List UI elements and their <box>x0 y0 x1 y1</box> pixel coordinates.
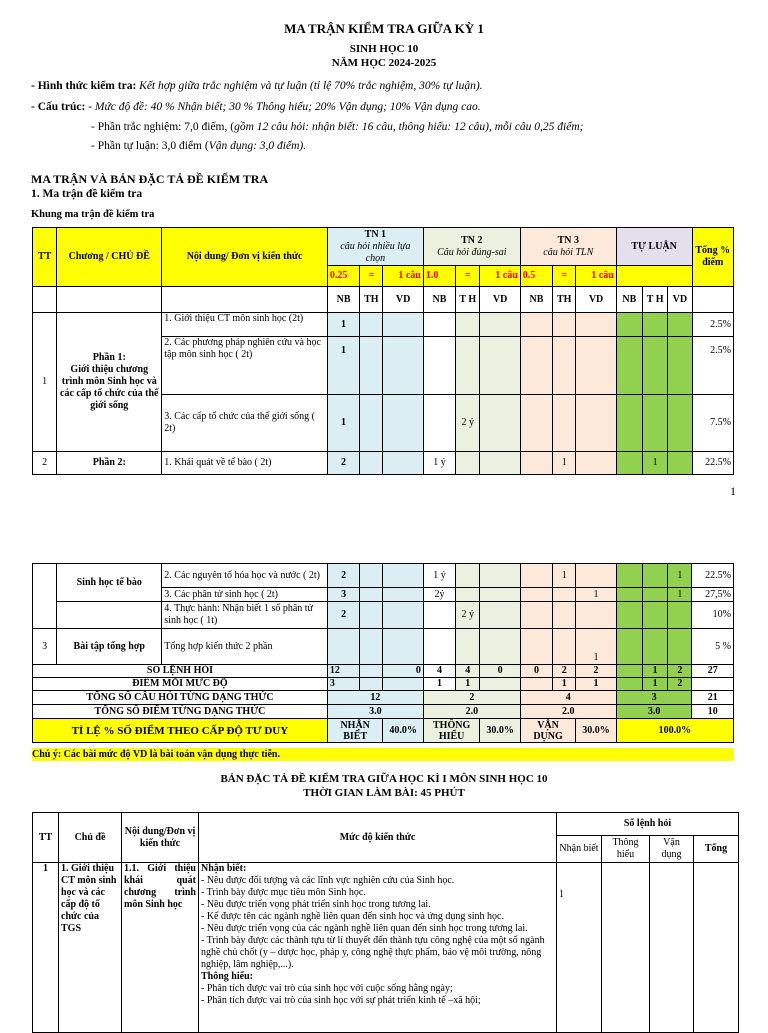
ti-le-th-val: 30.0% <box>480 719 520 743</box>
tong-cau-tn3: 4 <box>520 691 616 705</box>
so-lenh-cell: 2 <box>668 665 692 678</box>
pts3-eq: = <box>553 266 576 287</box>
cell <box>668 337 692 395</box>
blank-cell <box>692 287 734 313</box>
header-noidung: Nội dung/ Đơn vị kiến thức <box>162 228 328 287</box>
header-tn3 <box>520 228 616 266</box>
row1c-th2: 2 ý <box>456 395 480 452</box>
diem-cell: 1 <box>553 678 576 691</box>
blank-cell <box>57 602 162 629</box>
section-sub: 1. Ma trận đề kiểm tra <box>31 188 143 200</box>
row3-tong: 5 % <box>692 629 734 665</box>
cell <box>360 395 383 452</box>
cau-truc-3a: - Phần tự luận: 3,0 điểm ( <box>91 140 209 152</box>
row2d-tong: 10% <box>692 602 734 629</box>
cell <box>423 395 455 452</box>
cau-truc-2b: gồm 12 câu hỏi: nhận biết: 16 câu, thông hiểu: 12 câu), mỗi câu 0,25 điểm; <box>234 121 584 133</box>
cau-truc-2a: - Phần trắc nghiệm: 7,0 điểm, ( <box>91 121 235 133</box>
so-lenh-cell: 0 <box>383 665 423 678</box>
blank-cell <box>33 287 57 313</box>
row3-tt: 3 <box>33 629 57 665</box>
cell <box>576 337 616 395</box>
cell <box>480 629 520 665</box>
so-lenh-cell: 12 <box>327 665 359 678</box>
chu-y-note: Chú ý: Các bài mức độ VD là bài toán vận dụng thực tiễn. <box>32 748 734 761</box>
cell <box>576 313 616 337</box>
matrix-table-continued <box>32 563 734 743</box>
ti-le-vd: VẬN DỤNG <box>520 719 576 743</box>
row2-chuong-cont: Sinh học tế bào <box>57 564 162 602</box>
header-tn1-title: TN 1 <box>364 228 387 240</box>
level-nb: NB <box>423 287 455 313</box>
row1a-tong: 2.5% <box>692 313 734 337</box>
row3-chuong: Bài tập tổng hợp <box>57 629 162 665</box>
level-nb: NB <box>327 287 359 313</box>
nb-line: - Kể được tên các ngành nghề liên quan đến sinh học và ứng dụng sinh học. <box>201 911 504 922</box>
cell <box>456 337 480 395</box>
spec-header-mucdo: Mức độ kiến thức <box>199 813 557 863</box>
row3-vd3: 1 <box>576 629 616 665</box>
so-lenh-cell: 2 <box>553 665 576 678</box>
row1c-tong: 7.5% <box>692 395 734 452</box>
cau-truc-2 <box>91 121 584 133</box>
cell <box>616 564 642 588</box>
so-lenh-cell: 0 <box>480 665 520 678</box>
cell <box>456 452 480 475</box>
row1c-nb1: 1 <box>327 395 359 452</box>
row2d-th2: 2 ý <box>456 602 480 629</box>
header-tn1-sub: câu hỏi nhiều lựa chọn <box>340 240 411 264</box>
ti-le-total: 100.0% <box>616 719 733 743</box>
cell <box>383 564 423 588</box>
pts1-unit: 1 câu <box>383 266 423 287</box>
pts-tuluan-blank <box>616 266 692 287</box>
header-tn3-title: TN 3 <box>557 234 579 246</box>
cau-truc-3 <box>91 140 306 152</box>
ti-le-label: TỈ LỆ % SỐ ĐIỂM THEO CẤP ĐỘ TƯ DUY <box>33 719 328 743</box>
cell <box>576 452 616 475</box>
tong-diem-tn2: 2.0 <box>423 705 520 719</box>
level-th: T H <box>456 287 480 313</box>
cell <box>668 452 692 475</box>
cell <box>553 337 576 395</box>
header-tn1 <box>327 228 423 266</box>
spec-header-tt: TT <box>33 813 59 863</box>
row2b-nb2: 1 ý <box>423 564 455 588</box>
nb-title: Nhận biết: <box>201 863 247 874</box>
row2a-tong: 22.5% <box>692 452 734 475</box>
so-lenh-cell: 4 <box>423 665 455 678</box>
cell <box>616 452 642 475</box>
doc-title: MA TRẬN KIỂM TRA GIỮA KỲ 1 <box>284 21 484 36</box>
cell <box>642 588 667 602</box>
header-tn2-sub: Câu hỏi đúng-sai <box>437 246 507 258</box>
cell <box>456 313 480 337</box>
cell <box>642 629 667 665</box>
so-lenh-row <box>33 665 734 678</box>
row2d-nb1: 2 <box>327 602 359 629</box>
tong-cau-row <box>33 691 734 705</box>
cell <box>668 395 692 452</box>
cell <box>616 395 642 452</box>
blank-cell <box>694 863 739 1033</box>
page-number: 1 <box>730 484 736 498</box>
cell <box>520 395 552 452</box>
cell <box>383 313 423 337</box>
tong-diem-label: TỔNG SỐ ĐIỂM TỪNG DẠNG THỨC <box>33 705 328 719</box>
cell <box>643 395 668 452</box>
cell <box>423 313 455 337</box>
header-tt: TT <box>33 228 57 287</box>
tong-cau-label: TỔNG SỐ CÂU HỎI TỪNG DẠNG THỨC <box>33 691 328 705</box>
row2-tt: 2 <box>33 452 57 475</box>
cell <box>456 629 480 665</box>
row2c-nb2: 2ý <box>423 588 455 602</box>
level-vd: VD <box>668 287 692 313</box>
cell <box>480 602 520 629</box>
tong-diem-total: 10 <box>692 705 734 719</box>
cell <box>576 564 616 588</box>
cell <box>383 588 423 602</box>
cell <box>520 452 552 475</box>
diem-cell <box>480 678 520 691</box>
nb-line: - Trình bày được mục tiêu môn Sinh học. <box>201 887 366 898</box>
cell <box>456 588 480 602</box>
row2a-tl: 1 <box>643 452 668 475</box>
row2b-noidung: 2. Các nguyên tố hóa học và nước ( 2t) <box>162 564 328 588</box>
diem-cell <box>383 678 423 691</box>
spec-title: BẢN ĐẶC TẢ ĐỀ KIỂM TRA GIỮA HỌC KÌ I MÔN SINH HỌC 10 <box>220 773 548 785</box>
spec-header-vd: Vận dụng <box>650 836 694 863</box>
row1a-nb1: 1 <box>327 313 359 337</box>
cell <box>616 629 642 665</box>
cell <box>383 602 423 629</box>
diem-cell: 1 <box>423 678 455 691</box>
row1b-tong: 2.5% <box>692 337 734 395</box>
nb-line: - Nêu được triển vọng của các ngành nghề liên quan đến sinh học trong tương lai. <box>201 923 528 934</box>
blank-cell <box>602 863 650 1033</box>
cau-truc-1: - Mức độ đề: 40 % Nhận biết; 30 % Thông hiểu; 20% Vận dụng; 10% Vận dụng cao. <box>88 101 481 113</box>
cell <box>616 313 642 337</box>
row1-tt: 1 <box>33 313 57 452</box>
hinh-thuc-line <box>31 80 483 92</box>
so-lenh-cell <box>360 665 383 678</box>
spec-row-nb-count: 1 <box>557 863 602 1033</box>
diem-row <box>33 678 734 691</box>
diem-cell <box>616 678 642 691</box>
cell <box>642 602 667 629</box>
so-lenh-cell: 1 <box>642 665 667 678</box>
th-line: - Phân tích được vai trò của sinh học với cuộc sống hằng ngày; <box>201 983 453 994</box>
so-lenh-cell: 4 <box>456 665 480 678</box>
cell <box>480 452 520 475</box>
matrix-table <box>32 227 734 475</box>
cell <box>616 337 642 395</box>
tong-diem-tl: 3.0 <box>616 705 692 719</box>
cell <box>327 629 359 665</box>
cell <box>553 395 576 452</box>
cell <box>553 629 576 665</box>
cell <box>668 313 692 337</box>
tong-cau-tn2: 2 <box>423 691 520 705</box>
cell <box>360 452 383 475</box>
row1c-noidung: 3. Các cấp tổ chức của thế giới sống ( 2t) <box>162 395 328 452</box>
cell <box>360 564 383 588</box>
cell <box>456 564 480 588</box>
doc-subject: SINH HỌC 10 <box>349 43 419 55</box>
pts2-eq: = <box>456 266 480 287</box>
row2a-nb1: 2 <box>327 452 359 475</box>
spec-header-chude: Chủ đề <box>59 813 122 863</box>
diem-cell <box>360 678 383 691</box>
cell <box>520 337 552 395</box>
spec-row-mucdo <box>199 863 557 1033</box>
row2c-tong: 27,5% <box>692 588 734 602</box>
cell <box>668 629 692 665</box>
cau-truc-line <box>31 101 481 113</box>
cau-truc-3b: Vận dụng: 3,0 điểm). <box>208 140 307 152</box>
level-vd: VD <box>480 287 520 313</box>
hinh-thuc-label: - Hình thức kiểm tra: <box>31 80 137 92</box>
cell <box>360 629 383 665</box>
ti-le-row <box>33 719 734 743</box>
row1-chuong-title: Phần 1: <box>92 352 126 363</box>
row2c-noidung: 3. Các phân tử sinh học ( 2t) <box>162 588 328 602</box>
cell <box>383 337 423 395</box>
cell <box>520 313 552 337</box>
diem-cell: 1 <box>576 678 616 691</box>
table-row <box>33 629 734 665</box>
table-row <box>33 863 739 1033</box>
cell <box>480 313 520 337</box>
diem-cell: 1 <box>642 678 667 691</box>
pts1-eq: = <box>360 266 383 287</box>
cell <box>360 602 383 629</box>
tong-diem-tn1: 3.0 <box>327 705 423 719</box>
th-line: - Phân tích được vai trò của sinh học với sự phát triển kinh tế –xã hội; <box>201 995 481 1006</box>
level-nb: NB <box>520 287 552 313</box>
so-lenh-cell: 0 <box>520 665 552 678</box>
section-title: MA TRẬN VÀ BẢN ĐẶC TẢ ĐỀ KIỂM TRA <box>31 172 269 186</box>
row2c-vd3: 1 <box>576 588 616 602</box>
nb-line: - Trình bày được các thành tựu từ lí thuyết đến thành tựu công nghệ của một số ngành nghề chủ chốt (y – dược học, pháp y, công nghệ thực phẩm, bảo vệ môi trường, nông nghiệp, lâm nghiệp,...). <box>201 935 545 970</box>
spec-row-chude: 1. Giới thiệu CT môn sinh học và các cấp độ tổ chức của TGS <box>59 863 122 1033</box>
level-th: TH <box>360 287 383 313</box>
table-row <box>33 564 734 588</box>
cell <box>520 588 552 602</box>
ti-le-nb: NHẬN BIẾT <box>327 719 383 743</box>
th-title: Thông hiểu: <box>201 971 253 982</box>
row2a-noidung: 1. Khái quát về tế bào ( 2t) <box>162 452 328 475</box>
cell <box>616 588 642 602</box>
header-tuluan: TỰ LUẬN <box>616 228 692 266</box>
blank-cell <box>57 287 162 313</box>
pts3-unit: 1 câu <box>576 266 616 287</box>
cell <box>480 588 520 602</box>
row2c-tl: 1 <box>668 588 692 602</box>
pts2-value: 1.0 <box>423 266 455 287</box>
diem-cell <box>520 678 552 691</box>
hinh-thuc-text: Kết hợp giữa trắc nghiệm và tự luận (tỉ lệ 70% trắc nghiệm, 30% tự luận). <box>139 80 483 92</box>
spec-header-nb: Nhận biết <box>557 836 602 863</box>
tong-cau-total: 21 <box>692 691 734 705</box>
so-lenh-cell: 2 <box>576 665 616 678</box>
diem-label: ĐIỂM MỖI MỨC ĐỘ <box>33 678 328 691</box>
nb-line: - Nêu được đối tượng và các lĩnh vực nghiên cứu của Sinh học. <box>201 875 455 886</box>
cell <box>553 313 576 337</box>
cell <box>360 588 383 602</box>
spec-time: THỜI GIAN LÀM BÀI: 45 PHÚT <box>303 787 465 799</box>
tong-diem-tn3: 2.0 <box>520 705 616 719</box>
cell <box>520 564 552 588</box>
cell <box>642 564 667 588</box>
header-chuong: Chương / CHỦ ĐỀ <box>57 228 162 287</box>
row2c-nb1: 3 <box>327 588 359 602</box>
spec-row-noidung: 1.1. Giới thiệu khái quát chương trình môn Sinh học <box>122 863 199 1033</box>
ti-le-th: THÔNG HIỂU <box>423 719 480 743</box>
cell <box>480 337 520 395</box>
row2a-nb2: 1 ý <box>423 452 455 475</box>
tong-diem-row <box>33 705 734 719</box>
diem-cell: 3 <box>327 678 359 691</box>
cell <box>643 337 668 395</box>
cell <box>520 629 552 665</box>
cell <box>520 602 552 629</box>
level-th: T H <box>643 287 668 313</box>
cell <box>480 395 520 452</box>
cell <box>553 602 576 629</box>
cell <box>668 602 692 629</box>
header-tn3-sub: câu hỏi TLN <box>543 246 594 258</box>
table-row <box>33 452 734 475</box>
table-row <box>33 602 734 629</box>
diem-cell: 1 <box>456 678 480 691</box>
nb-line: - Nêu được triển vọng phát triển sinh học trong tương lai. <box>201 899 431 910</box>
spec-header-solenh: Số lệnh hỏi <box>557 813 739 836</box>
so-lenh-label: SỐ LỆNH HỎI <box>33 665 328 678</box>
row2-chuong: Phần 2: <box>57 452 162 475</box>
row2b-tong: 22.5% <box>692 564 734 588</box>
pts2-unit: 1 câu <box>480 266 520 287</box>
table-row <box>33 313 734 337</box>
level-nb: NB <box>616 287 642 313</box>
cell <box>616 602 642 629</box>
spec-header-tong: Tổng <box>694 836 739 863</box>
tong-cau-tl: 3 <box>616 691 692 705</box>
header-tn2 <box>423 228 520 266</box>
cell <box>480 564 520 588</box>
row2b-th3: 1 <box>553 564 576 588</box>
blank-cell <box>692 678 734 691</box>
blank-cell <box>33 564 57 629</box>
row2d-noidung: 4. Thực hành: Nhận biết 1 số phân tử sinh học ( 1t) <box>162 602 328 629</box>
doc-year: NĂM HỌC 2024-2025 <box>331 57 437 69</box>
cell <box>423 629 455 665</box>
cell <box>576 602 616 629</box>
row2b-tl: 1 <box>668 564 692 588</box>
cell <box>383 452 423 475</box>
cell <box>360 337 383 395</box>
pts3-value: 0.5 <box>520 266 552 287</box>
level-th: TH <box>553 287 576 313</box>
row1-chuong-text: Giới thiệu chương trình môn Sinh học và các cấp tổ chức của thế giới sống <box>60 364 159 411</box>
header-tn2-title: TN 2 <box>461 234 483 246</box>
blank-cell <box>162 287 328 313</box>
spec-row-tt: 1 <box>33 863 59 1033</box>
cau-truc-label: - Cấu trúc: <box>31 101 86 113</box>
cell <box>643 313 668 337</box>
row1b-noidung: 2. Các phương pháp nghiên cứu và học tập môn sinh học ( 2t) <box>162 337 328 395</box>
header-tong: Tổng % điểm <box>692 228 734 287</box>
cell <box>553 588 576 602</box>
spec-header-th: Thông hiểu <box>602 836 650 863</box>
row1a-noidung: 1. Giới thiệu CT môn sinh học (2t) <box>162 313 328 337</box>
spec-header-noidung: Nội dung/Đơn vị kiến thức <box>122 813 199 863</box>
ti-le-vd-val: 30.0% <box>576 719 616 743</box>
so-lenh-cell <box>616 665 642 678</box>
tong-cau-tn1: 12 <box>327 691 423 705</box>
row2a-th3: 1 <box>553 452 576 475</box>
diem-cell: 2 <box>668 678 692 691</box>
cell <box>576 395 616 452</box>
cell <box>383 629 423 665</box>
level-vd: VD <box>383 287 423 313</box>
cell <box>383 395 423 452</box>
cell <box>423 602 455 629</box>
row2b-nb1: 2 <box>327 564 359 588</box>
level-vd: VD <box>576 287 616 313</box>
cell <box>423 337 455 395</box>
spec-table <box>32 812 739 1033</box>
row1b-nb1: 1 <box>327 337 359 395</box>
khung-label: Khung ma trận đề kiểm tra <box>31 209 155 220</box>
so-lenh-total: 27 <box>692 665 734 678</box>
ti-le-nb-val: 40.0% <box>383 719 423 743</box>
cell <box>360 313 383 337</box>
row1-chuong <box>57 313 162 452</box>
blank-cell <box>650 863 694 1033</box>
pts1-value: 0.25 <box>327 266 359 287</box>
row3-noidung: Tổng hợp kiến thức 2 phần <box>162 629 328 665</box>
